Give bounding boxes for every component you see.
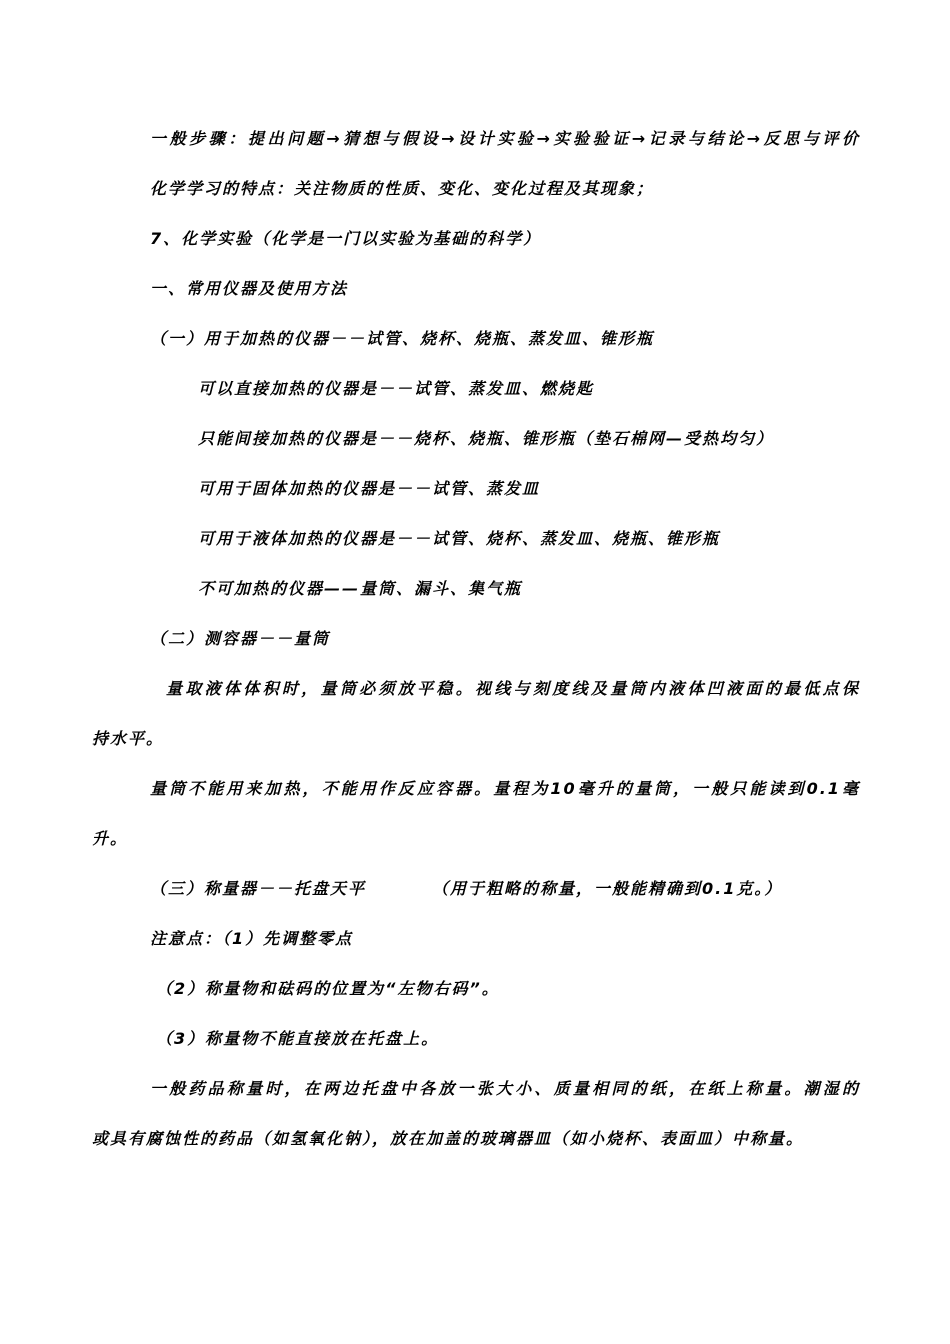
text-line-cylinder-usage: 量筒不能用来加热，不能用作反应容器。量程为10毫升的量筒，一般只能读到0.1毫	[150, 779, 860, 798]
text-line-direct-heating: 可以直接加热的仪器是－－试管、蒸发皿、燃烧匙	[198, 379, 595, 398]
text-line-liquid-heating: 可用于液体加热的仪器是－－试管、烧杯、蒸发皿、烧瓶、锥形瓶	[198, 529, 721, 548]
subsection-heading-measuring-cylinder: （二）测容器－－量筒	[150, 629, 331, 648]
section-heading-chemistry-experiment: 7、化学实验（化学是一门以实验为基础的科学）	[150, 229, 542, 248]
text-line-learning-features: 化学学习的特点：关注物质的性质、变化、变化过程及其现象；	[150, 179, 655, 198]
text-line-weighing-general: 一般药品称量时，在两边托盘中各放一张大小、质量相同的纸，在纸上称量。潮湿的	[150, 1079, 860, 1098]
text-line-caution-3: （3）称量物不能直接放在托盘上。	[156, 1029, 440, 1048]
text-line-caution-1: 注意点：（1）先调整零点	[150, 929, 354, 948]
text-line-measure-liquid: 量取液体体积时，量筒必须放平稳。视线与刻度线及量筒内液体凹液面的最低点保	[166, 679, 860, 698]
text-line-steps: 一般步骤：提出问题→猜想与假设→设计实验→实验验证→记录与结论→反思与评价	[150, 129, 860, 148]
section-heading-common-instruments: 一、常用仪器及使用方法	[150, 279, 349, 298]
text-line-cylinder-usage-cont: 升。	[92, 829, 129, 848]
text-line-balance-note: （用于粗略的称量，一般能精确到0.1克。）	[432, 879, 783, 898]
text-line-solid-heating: 可用于固体加热的仪器是－－试管、蒸发皿	[198, 479, 541, 498]
subsection-heading-heating-instruments: （一）用于加热的仪器－－试管、烧杯、烧瓶、蒸发皿、锥形瓶	[150, 329, 655, 348]
text-line-indirect-heating: 只能间接加热的仪器是－－烧杯、烧瓶、锥形瓶（垫石棉网—受热均匀）	[198, 429, 775, 448]
subsection-heading-balance: （三）称量器－－托盘天平	[150, 879, 367, 898]
text-line-measure-liquid-cont: 持水平。	[92, 729, 165, 748]
text-line-not-heatable: 不可加热的仪器——量筒、漏斗、集气瓶	[198, 579, 523, 598]
text-line-weighing-corrosive: 或具有腐蚀性的药品（如氢氧化钠），放在加盖的玻璃器皿（如小烧杯、表面皿）中称量。	[92, 1129, 805, 1148]
text-line-caution-2: （2）称量物和砝码的位置为“左物右码”。	[156, 979, 500, 998]
